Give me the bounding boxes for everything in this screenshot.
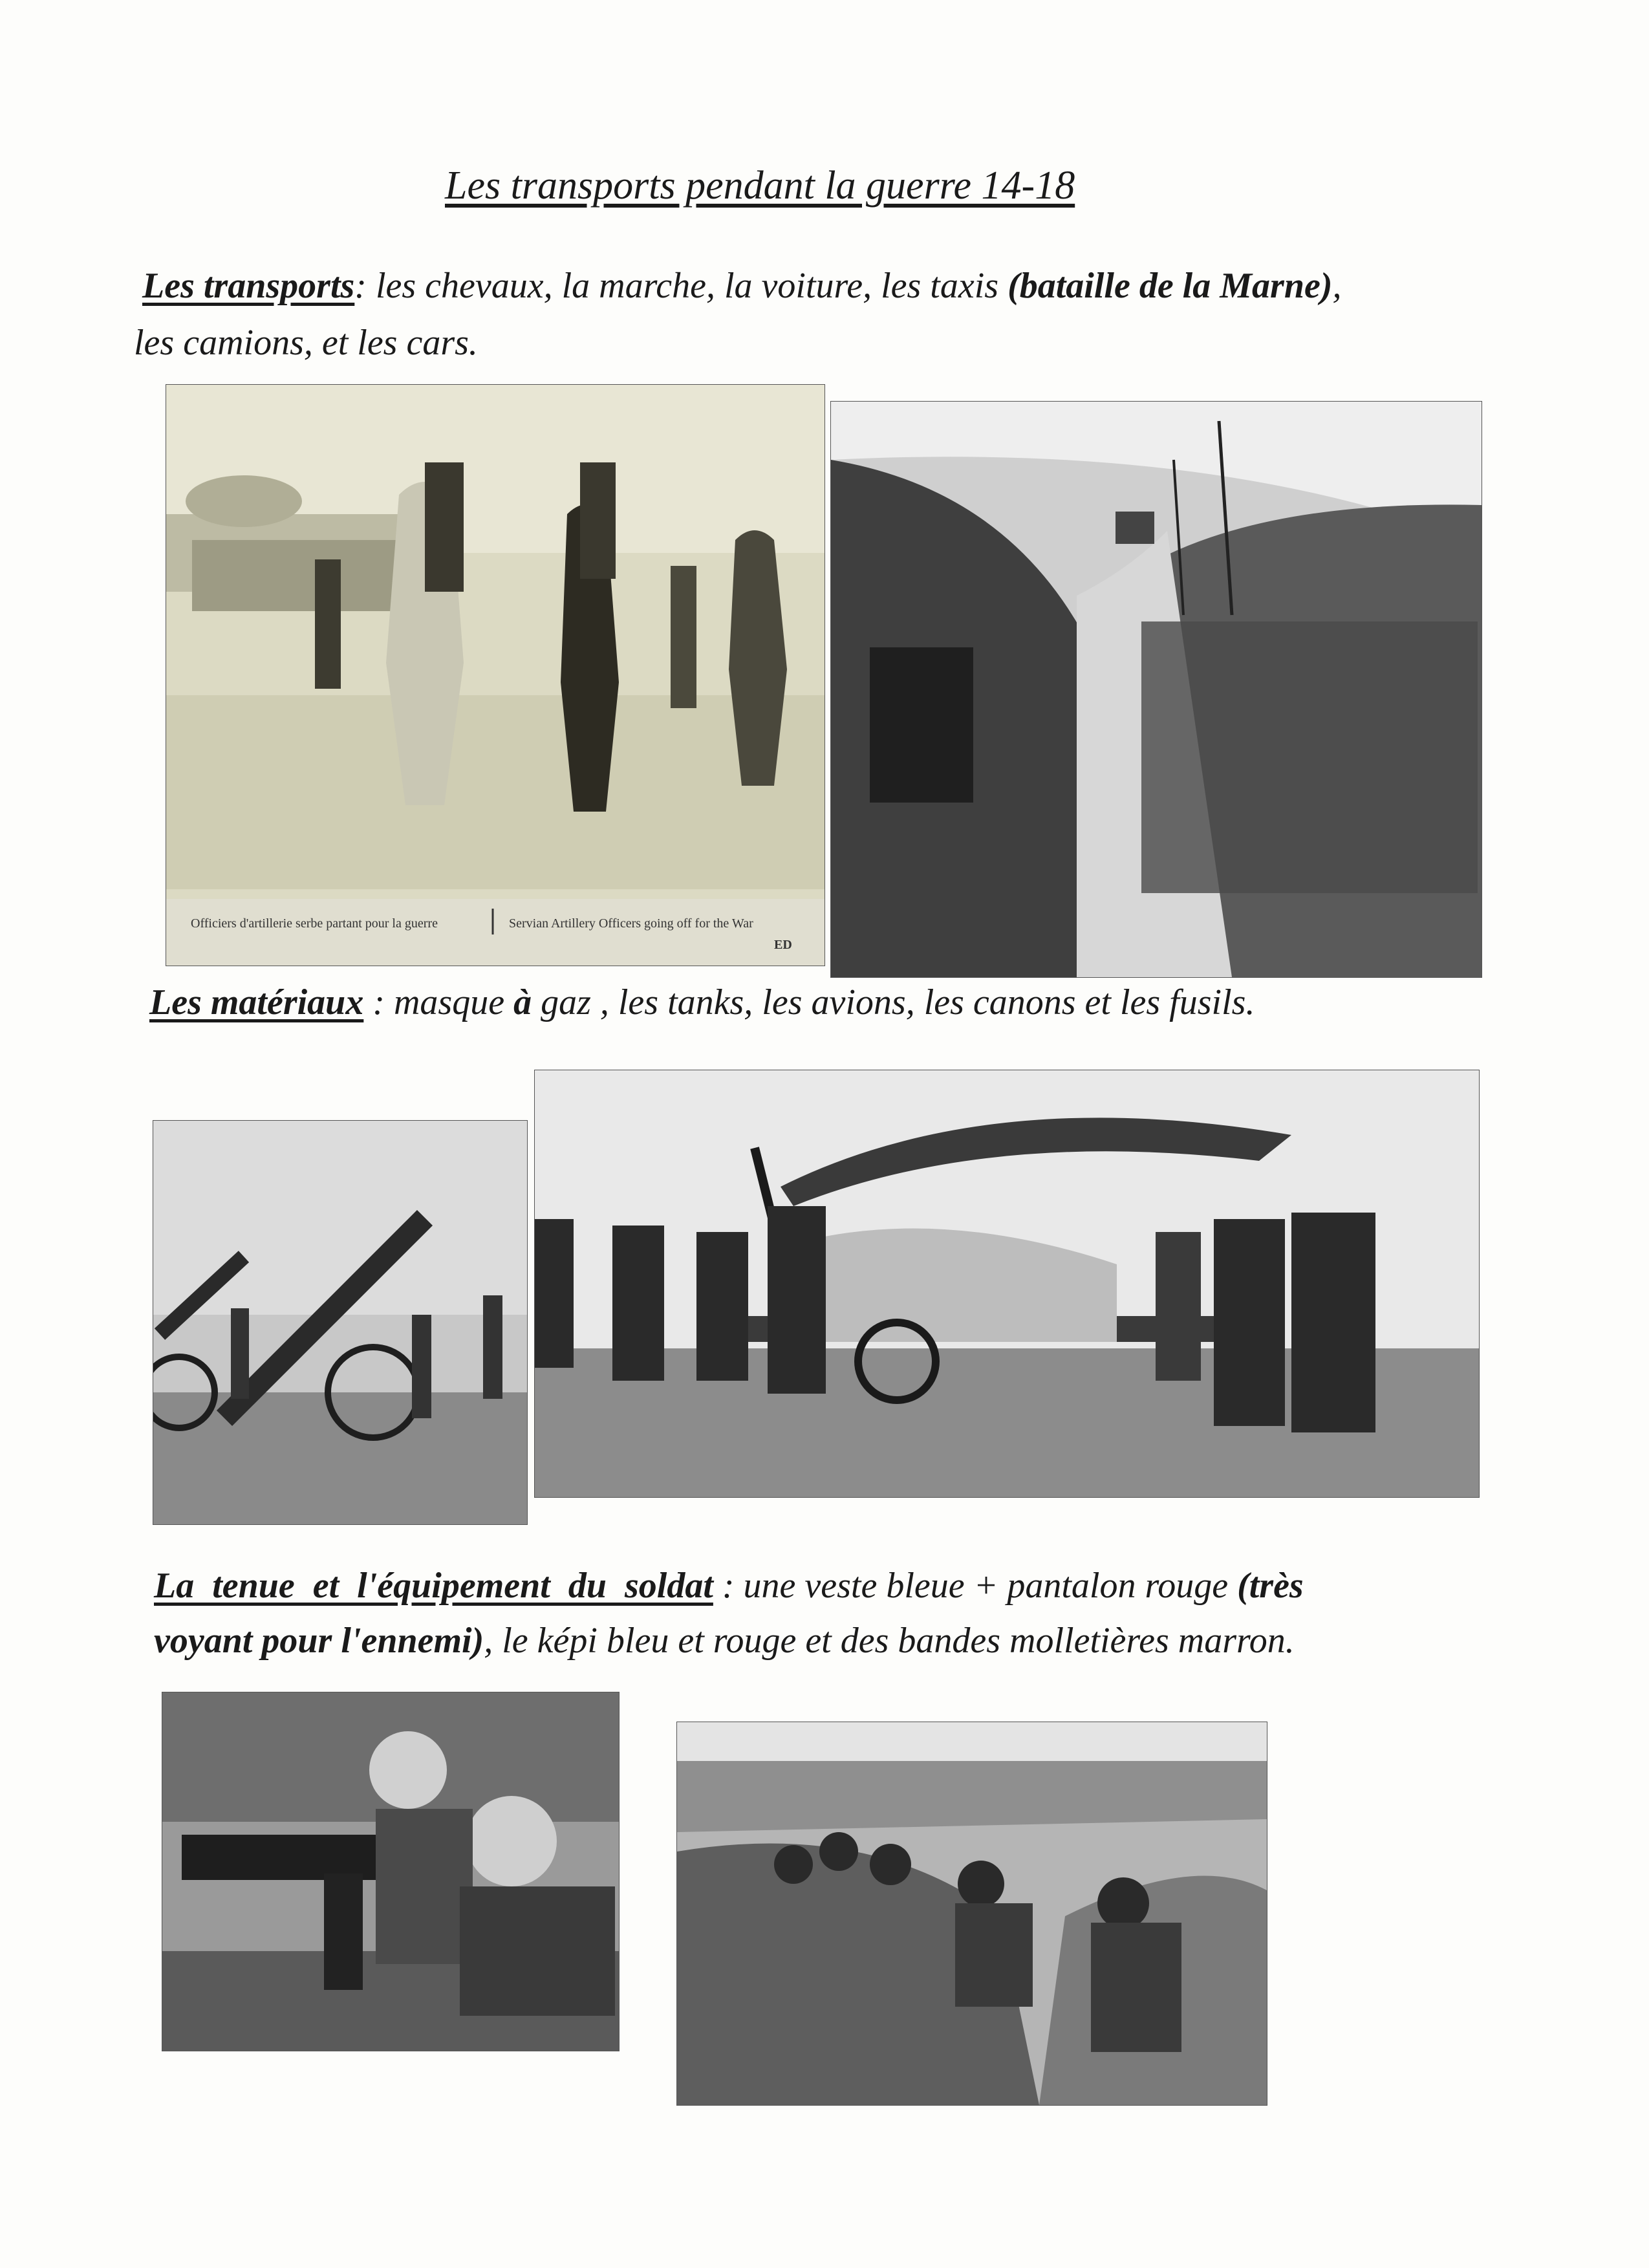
photo1-mark: ED bbox=[774, 938, 792, 952]
tenue-bold-a: (très bbox=[1237, 1566, 1304, 1606]
transports-text-b: , bbox=[1332, 266, 1342, 306]
tenue-text-a: : une veste bleue + pantalon rouge bbox=[713, 1566, 1238, 1606]
transports-heading: Les transports bbox=[142, 266, 355, 306]
materiaux-text-a: : masque bbox=[363, 982, 514, 1022]
photo-cannons bbox=[153, 1120, 528, 1525]
materiaux-bold: à bbox=[513, 982, 532, 1022]
photo-artillery-officers bbox=[166, 384, 825, 966]
tenue-text-b: , le képi bleu et rouge et des bandes molletières marron. bbox=[484, 1621, 1295, 1661]
tenue-line-1 bbox=[154, 1565, 1304, 1606]
tenue-line-2 bbox=[154, 1620, 1295, 1661]
transports-bold: (bataille de la Marne) bbox=[1008, 266, 1333, 306]
transports-line-2: les camions, et les cars. bbox=[134, 323, 478, 363]
photo1-caption-fr: Officiers d'artillerie serbe partant pour la guerre bbox=[191, 916, 438, 931]
transports-text-a: : les chevaux, la marche, la voiture, les taxis bbox=[354, 266, 1008, 306]
materiaux-text-b: gaz , les tanks, les avions, les canons et les fusils. bbox=[532, 982, 1255, 1022]
tenue-bold-b: voyant pour l'ennemi) bbox=[154, 1621, 484, 1661]
tenue-heading: La tenue et l'équipement du soldat bbox=[154, 1566, 713, 1606]
materiaux-heading: Les matériaux bbox=[149, 982, 364, 1022]
photo-machine-gunners bbox=[162, 1692, 620, 2051]
photo1-caption-en: Servian Artillery Officers going off for the War bbox=[509, 916, 753, 931]
page-title: Les transports pendant la guerre 14-18 bbox=[445, 164, 1075, 208]
materiaux-line bbox=[149, 982, 1255, 1023]
photo-trench-soldiers bbox=[676, 1722, 1267, 2106]
photo-troops-marching bbox=[830, 401, 1482, 978]
transports-line-1 bbox=[142, 265, 1341, 307]
photo-biplane bbox=[534, 1070, 1480, 1498]
